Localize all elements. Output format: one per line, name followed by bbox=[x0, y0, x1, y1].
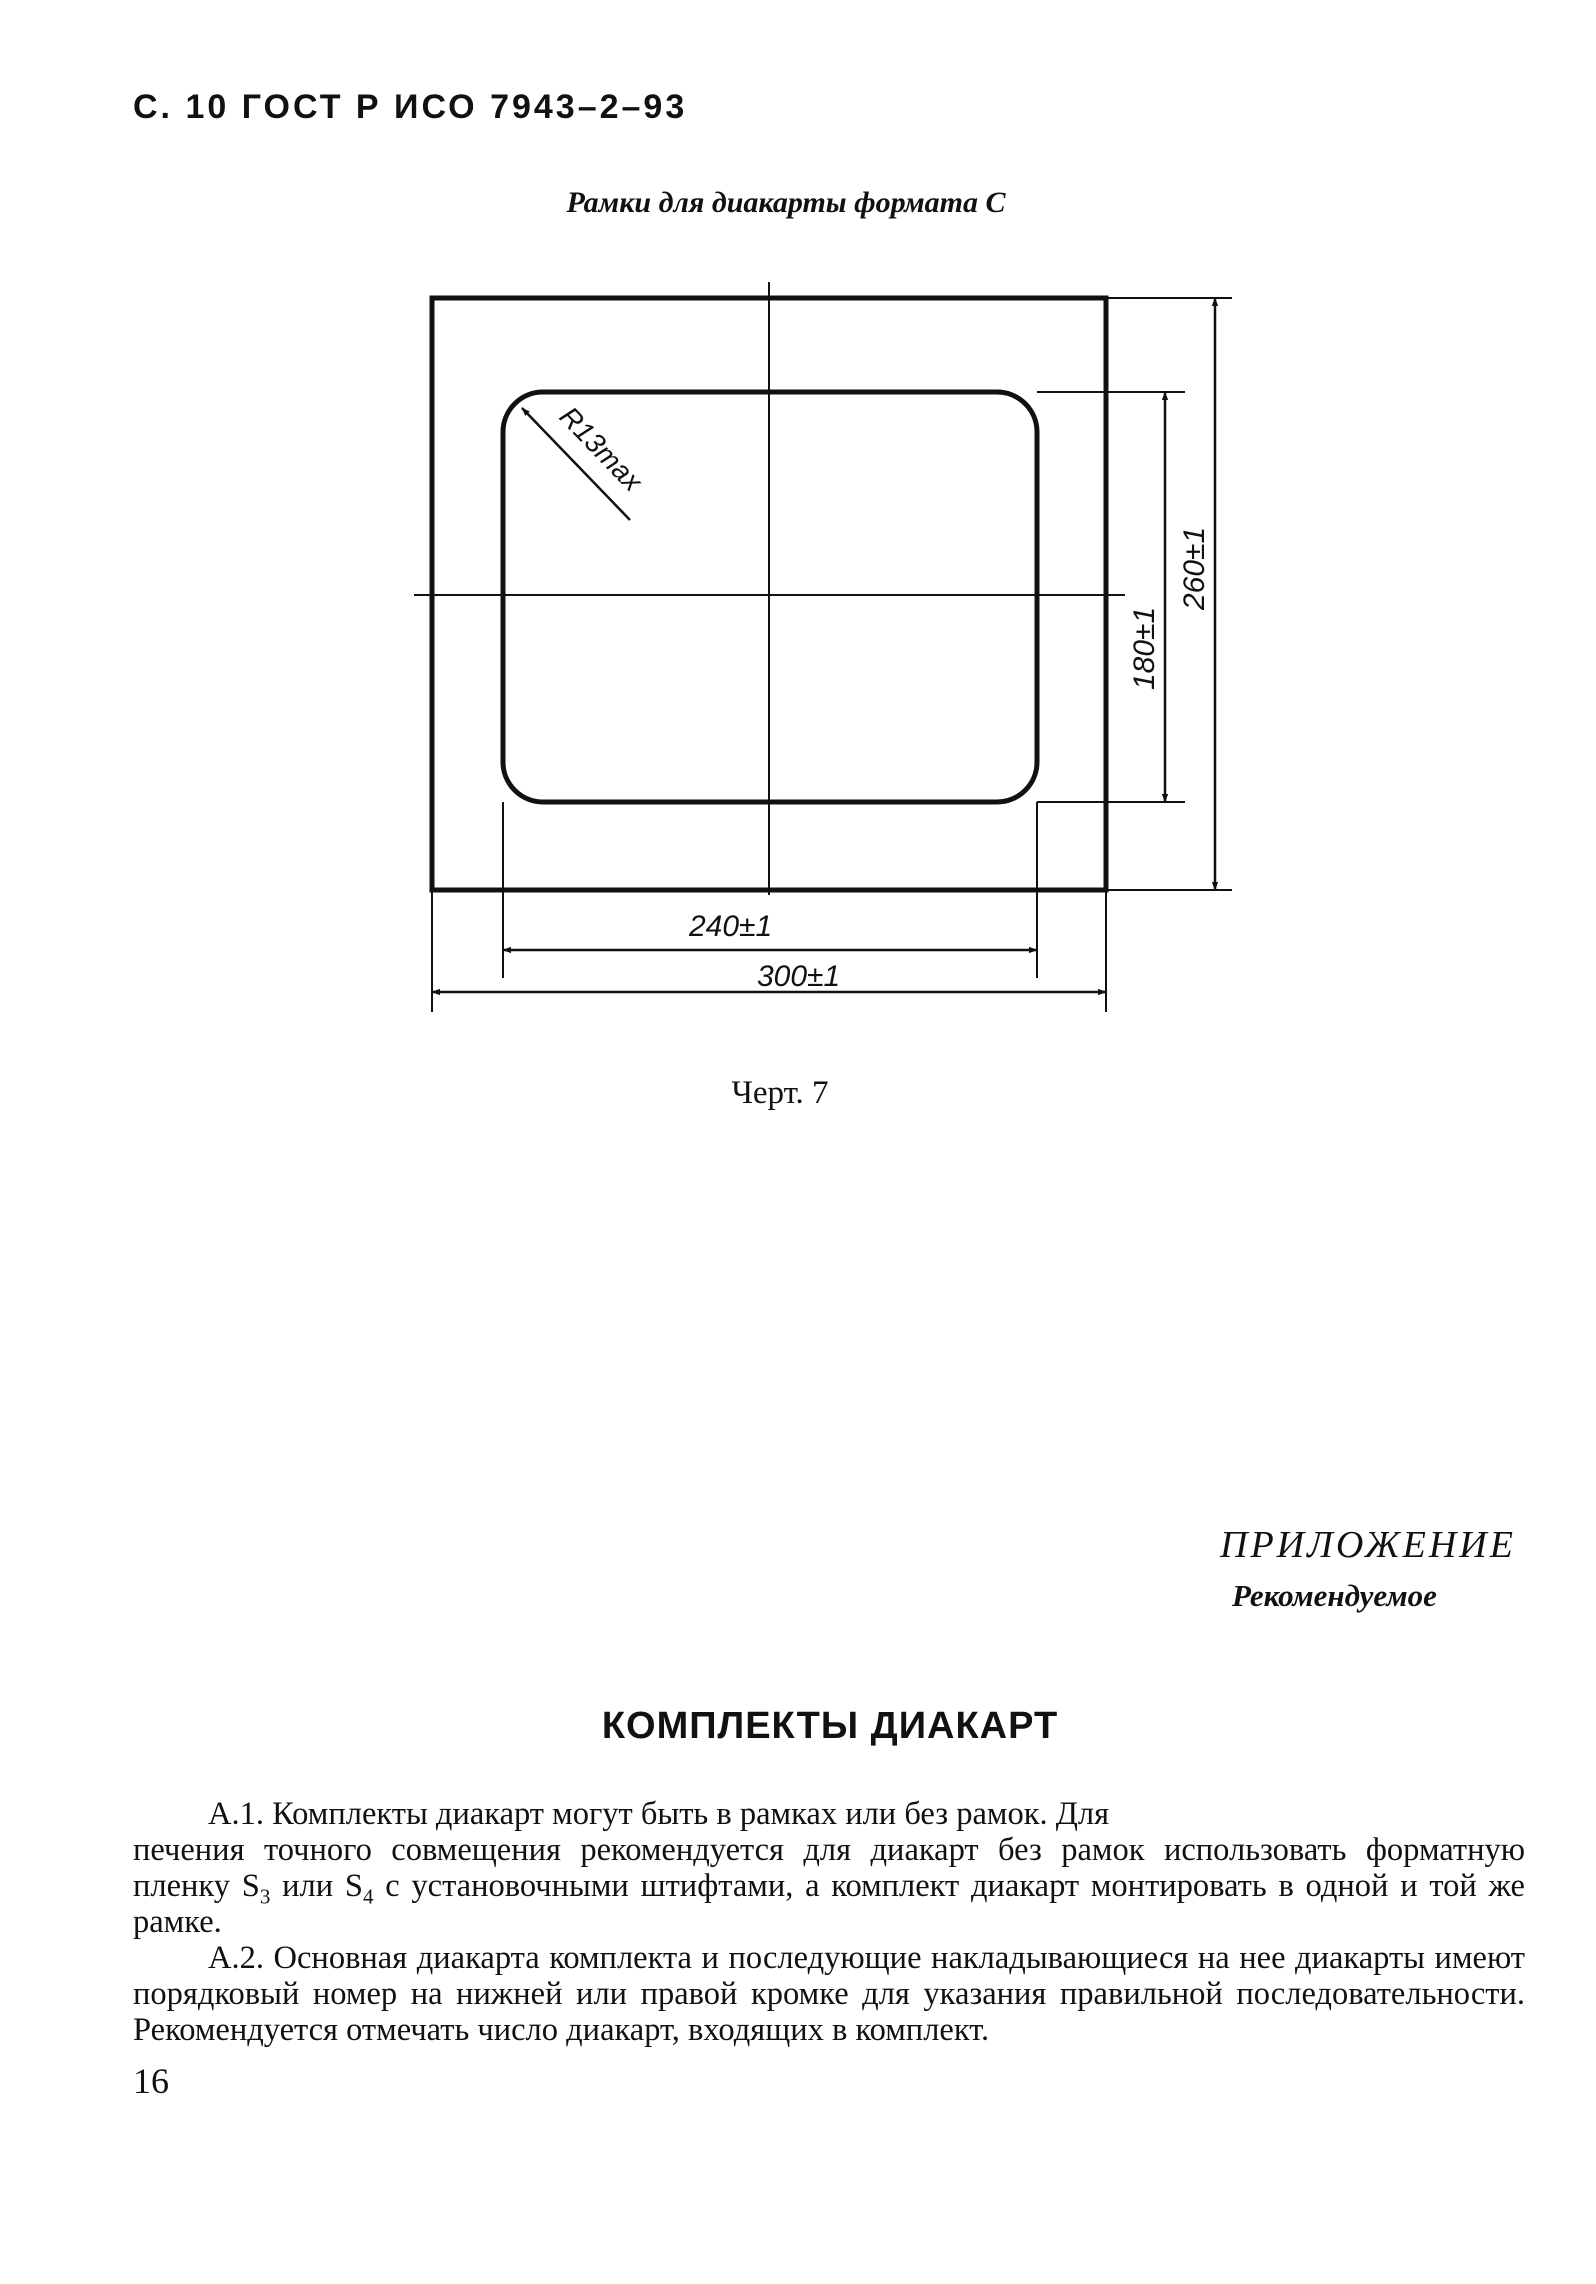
appendix-label: ПРИЛОЖЕНИЕ bbox=[1220, 1524, 1516, 1566]
page-header: С. 10 ГОСТ Р ИСО 7943–2–93 bbox=[133, 88, 688, 126]
dim-label-inner-height: 180±1 bbox=[1128, 606, 1161, 690]
paragraph-a1-first-line: А.1. Комплекты диакарт могут быть в рамках или без рамок. Для bbox=[208, 1796, 1110, 1832]
figure-caption: Черт. 7 bbox=[731, 1075, 829, 1111]
dim-label-inner-width: 240±1 bbox=[689, 910, 773, 943]
dim-label-outer-height: 260±1 bbox=[1178, 526, 1211, 610]
page-number: 16 bbox=[133, 2061, 169, 2101]
paragraph-a1-body: печения точного совмещения рекомендуется для диакарт без рамок использовать форматную пленку $S_3$ или $S_4$ с установочными штифтами, а комплект диакарт монтировать в одной и той же рамке. bbox=[133, 1832, 1525, 1940]
section-title: КОМПЛЕКТЫ ДИАКАРТ bbox=[601, 1705, 1059, 1747]
dim-label-outer-width: 300±1 bbox=[757, 960, 841, 993]
paragraph-a2: А.2. Основная диакарта комплекта и последующие накладывающиеся на нее диакарты имеют порядковый номер на нижней или правой кромке для указания правильной последовательности. Рекомендуется отмечать число диакарт, входящих в комплект. bbox=[133, 1940, 1525, 2048]
figure-title-text: Рамки для диакарты формата С bbox=[566, 186, 1006, 219]
frame-drawing bbox=[0, 0, 1596, 1120]
radius-label: R13max bbox=[553, 400, 649, 498]
appendix-sublabel: Рекомендуемое bbox=[1232, 1578, 1437, 1613]
paragraph-a1 bbox=[133, 1796, 1525, 2048]
